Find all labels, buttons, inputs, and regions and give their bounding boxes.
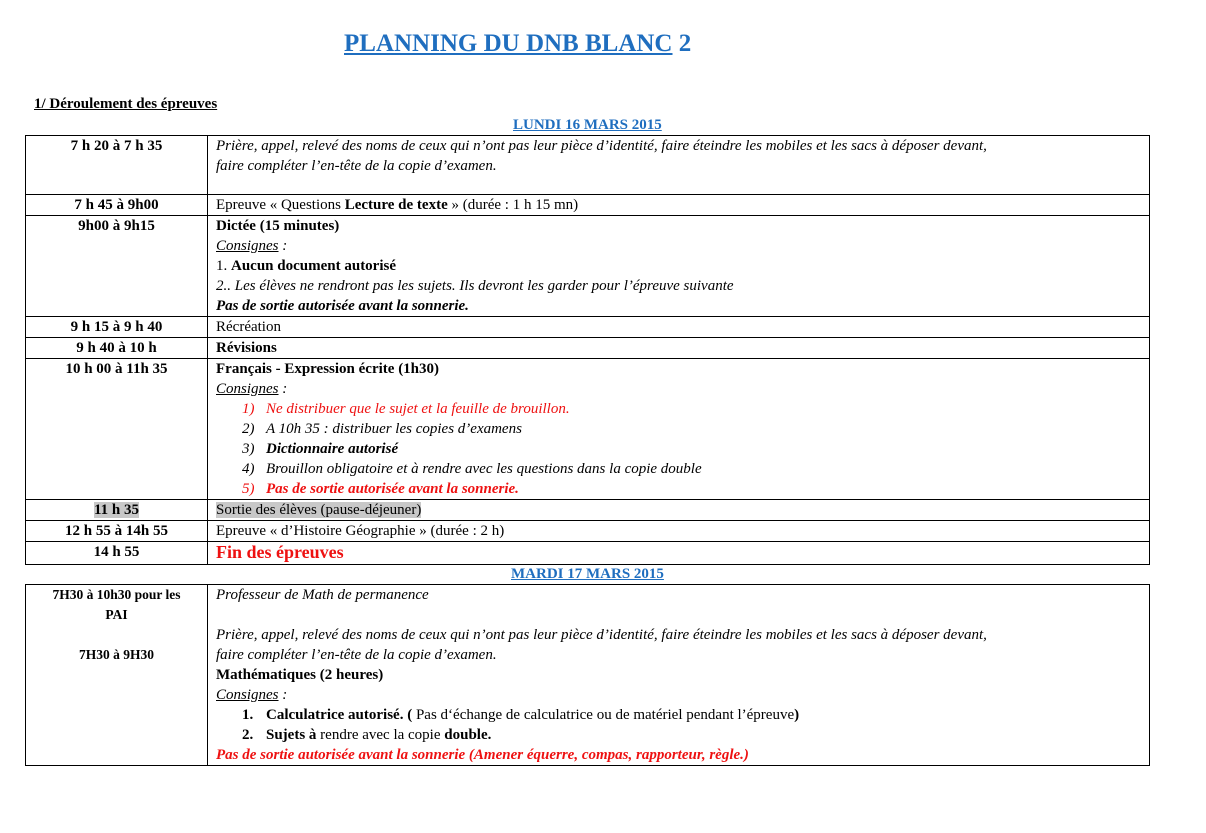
table-row — [26, 585, 1150, 766]
time-cell — [26, 585, 208, 766]
time-cell: 14 h 55 — [26, 542, 208, 565]
time-cell: 9h00 à 9h15 — [26, 216, 208, 317]
day2-heading: MARDI 17 MARS 2015 — [511, 566, 664, 582]
activity-cell — [208, 359, 1150, 500]
time-cell: 7 h 45 à 9h00 — [26, 195, 208, 216]
day1-schedule-table — [25, 135, 1150, 565]
activity-cell — [208, 542, 1150, 565]
activity-cell: Révisions — [208, 338, 1150, 359]
instruction-line: Prière, appel, relevé des noms de ceux qui n’ont pas leur pièce d’identité, faire éteindre les mobiles et les sacs à déposer devant, — [216, 138, 987, 154]
activity-cell — [208, 195, 1150, 216]
page-title-main: PLANNING DU DNB BLANC — [344, 30, 673, 57]
activity-cell — [208, 585, 1150, 766]
time-cell: 9 h 15 à 9 h 40 — [26, 317, 208, 338]
exam-heading: Français - Expression écrite (1h30) — [216, 361, 440, 377]
page-title — [344, 30, 691, 58]
time-main: 7H30 à 9H30 — [78, 647, 154, 662]
lunch-break-highlight: Sortie des élèves (pause-déjeuner) — [216, 502, 422, 518]
consignes-label: Consignes : — [216, 381, 288, 397]
time-pai-label: PAI — [105, 607, 128, 622]
consigne-item: 1. Calculatrice autorisé. ( Pas d‘échange de calculatrice ou de matériel pendant l’épreuve) — [242, 707, 800, 723]
activity-cell — [208, 500, 1150, 521]
consigne-item: 2. Sujets à rendre avec la copie double. — [242, 727, 492, 743]
consignes-label: Consignes : — [216, 687, 288, 703]
table-row — [26, 338, 1150, 359]
exit-rule-note: Pas de sortie autorisée avant la sonnerie. — [216, 298, 469, 314]
instruction-line: faire compléter l’en-tête de la copie d’examen. — [216, 647, 497, 663]
exit-rule-note: Pas de sortie autorisée avant la sonnerie (Amener équerre, compas, rapporteur, règle.) — [216, 747, 749, 763]
activity-text: » (durée : 1 h 15 mn) — [447, 197, 579, 213]
end-of-exams-label: Fin des épreuves — [216, 542, 344, 562]
table-row — [26, 521, 1150, 542]
table-row — [26, 359, 1150, 500]
exam-heading: Mathématiques (2 heures) — [216, 667, 384, 683]
table-row — [26, 542, 1150, 565]
consigne-item: 1. Aucun document autorisé — [216, 258, 397, 274]
time-highlight: 11 h 35 — [93, 502, 139, 518]
consignes-label: Consignes : — [216, 238, 288, 254]
section-heading: 1/ Déroulement des épreuves — [34, 96, 218, 112]
day2-schedule-table — [25, 584, 1150, 766]
consigne-item: 2.. Les élèves ne rendront pas les sujets. Ils devront les garder pour l’épreuve suivante — [216, 278, 734, 294]
time-pai: 7H30 à 10h30 pour les — [52, 587, 181, 602]
table-row — [26, 500, 1150, 521]
consigne-item: 5) Pas de sortie autorisée avant la sonnerie. — [242, 481, 519, 497]
time-cell: 7 h 20 à 7 h 35 — [26, 136, 208, 195]
activity-cell: Epreuve « d’Histoire Géographie » (durée : 2 h) — [208, 521, 1150, 542]
page-title-number: 2 — [678, 30, 692, 57]
time-cell: 12 h 55 à 14h 55 — [26, 521, 208, 542]
activity-cell — [208, 216, 1150, 317]
table-row — [26, 216, 1150, 317]
activity-text: Epreuve « Questions — [216, 197, 345, 213]
instruction-line: Prière, appel, relevé des noms de ceux qui n’ont pas leur pièce d’identité, faire éteindre les mobiles et les sacs à déposer devant, — [216, 627, 987, 643]
consigne-item: 4) Brouillon obligatoire et à rendre avec les questions dans la copie double — [242, 461, 702, 477]
consigne-item: 1) Ne distribuer que le sujet et la feuille de brouillon. — [242, 401, 570, 417]
instruction-line: Professeur de Math de permanence — [216, 587, 429, 603]
time-cell: 10 h 00 à 11h 35 — [26, 359, 208, 500]
table-row — [26, 136, 1150, 195]
table-row — [26, 317, 1150, 338]
exam-heading: Dictée (15 minutes) — [216, 218, 340, 234]
consigne-item: 2) A 10h 35 : distribuer les copies d’examens — [242, 421, 522, 437]
time-cell — [26, 500, 208, 521]
activity-subject: Lecture de texte — [344, 197, 448, 213]
table-row — [26, 195, 1150, 216]
activity-cell — [208, 136, 1150, 195]
day1-heading: LUNDI 16 MARS 2015 — [513, 117, 662, 133]
activity-cell: Récréation — [208, 317, 1150, 338]
instruction-line: faire compléter l’en-tête de la copie d’examen. — [216, 158, 497, 174]
consigne-item: 3) Dictionnaire autorisé — [242, 441, 399, 457]
time-cell: 9 h 40 à 10 h — [26, 338, 208, 359]
